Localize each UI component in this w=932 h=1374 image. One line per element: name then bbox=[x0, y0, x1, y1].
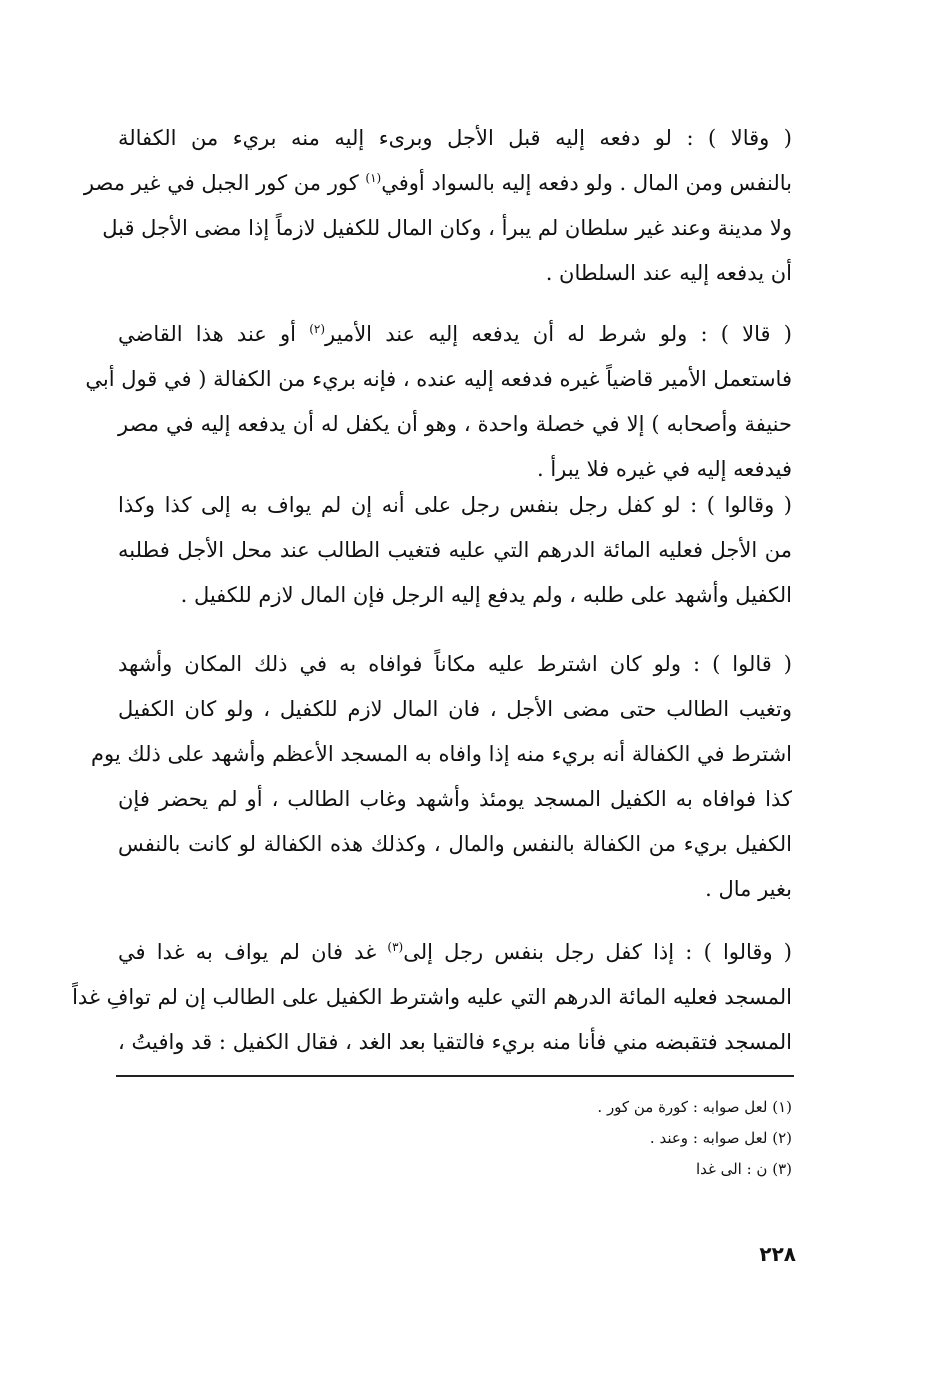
text-line: فيدفعه إليه في غيره فلا يبرأ . bbox=[536, 457, 792, 481]
text-line bbox=[118, 312, 792, 357]
footnote-ref: (٣) bbox=[387, 940, 404, 954]
text-line: المسجد فعليه المائة الدرهم التي عليه واشترط الكفيل على الطالب إن لم توافِ غداً bbox=[72, 985, 792, 1009]
text-segment: كور من كور الجبل في غير مصر bbox=[83, 171, 366, 195]
text-line: اشترط في الكفالة أنه بريء منه إذا وافاه به المسجد الأعظم وأشهد على ذلك يوم bbox=[91, 742, 792, 766]
text-line: ( وقالا ) : لو دفعه إليه قبل الأجل وبرىء إليه منه بريء من الكفالة bbox=[118, 126, 792, 150]
paragraph bbox=[85, 312, 792, 492]
footnote-separator bbox=[116, 1075, 794, 1077]
text-line: ولا مدينة وعند غير سلطان لم يبرأ ، وكان المال للكفيل لازماً إذا مضى الأجل قبل bbox=[102, 216, 792, 240]
text-line: الكفيل وأشهد على طلبه ، ولم يدفع إليه الرجل فإن المال لازم للكفيل . bbox=[180, 583, 792, 607]
text-line: بغير مال . bbox=[705, 877, 792, 901]
paragraph bbox=[91, 642, 792, 912]
page-number: ٢٢٨ bbox=[759, 1242, 796, 1266]
footnote: (٣) ن : الى غدا bbox=[695, 1160, 792, 1178]
text-segment: ( وقالوا ) : إذا كفل رجل بنفس رجل إلى bbox=[403, 940, 792, 964]
text-line: وتغيب الطالب حتى مضى الأجل ، فان المال لازم للكفيل ، ولو كان الكفيل bbox=[118, 697, 792, 721]
text-line: ( قالوا ) : ولو كان اشترط عليه مكاناً فوافاه به في ذلك المكان وأشهد bbox=[118, 652, 792, 676]
text-segment: بالنفس ومن المال . ولو دفعه إليه بالسواد أوفي bbox=[381, 171, 792, 195]
text-line bbox=[118, 930, 792, 975]
text-line: أن يدفعه إليه عند السلطان . bbox=[545, 261, 792, 285]
footnote-ref: (١) bbox=[365, 171, 382, 185]
text-line: من الأجل فعليه المائة الدرهم التي عليه فتغيب الطالب عند محل الأجل فطلبه bbox=[118, 538, 792, 562]
text-line: حنيفة وأصحابه ) إلا في خصلة واحدة ، وهو أن يكفل له أن يدفعه إليه في مصر bbox=[118, 412, 792, 436]
paragraph bbox=[83, 116, 792, 296]
footnote-ref: (٢) bbox=[309, 322, 326, 336]
text-line: المسجد فتقبضه مني فأنا منه بريء فالتقيا بعد الغد ، فقال الكفيل : قد وافيتُ ، bbox=[118, 1030, 792, 1054]
footnote: (١) لعل صوابه : كورة من كور . bbox=[597, 1098, 792, 1116]
text-segment: ( قالا ) : ولو شرط له أن يدفعه إليه عند الأمير bbox=[325, 322, 792, 346]
text-line: كذا فوافاه به الكفيل المسجد يومئذ وأشهد وغاب الطالب ، أو لم يحضر فإن bbox=[118, 787, 792, 811]
text-line: ( وقالوا ) : لو كفل رجل بنفس رجل على أنه إن لم يواف به إلى كذا وكذا bbox=[118, 493, 792, 517]
text-line bbox=[83, 161, 792, 206]
text-line: الكفيل بريء من الكفالة بالنفس والمال ، وكذلك هذه الكفالة لو كانت بالنفس bbox=[118, 832, 792, 856]
text-line: فاستعمل الأمير قاضياً غيره فدفعه إليه عنده ، فإنه بريء من الكفالة ( في قول أبي bbox=[85, 367, 792, 391]
text-segment: غد فان لم يواف به غدا في bbox=[118, 940, 388, 964]
footnotes bbox=[400, 1092, 792, 1185]
footnote: (٢) لعل صوابه : وعند . bbox=[649, 1129, 792, 1147]
paragraph bbox=[72, 930, 792, 1065]
paragraph bbox=[118, 483, 792, 618]
text-segment: أو عند هذا القاضي bbox=[118, 322, 310, 346]
